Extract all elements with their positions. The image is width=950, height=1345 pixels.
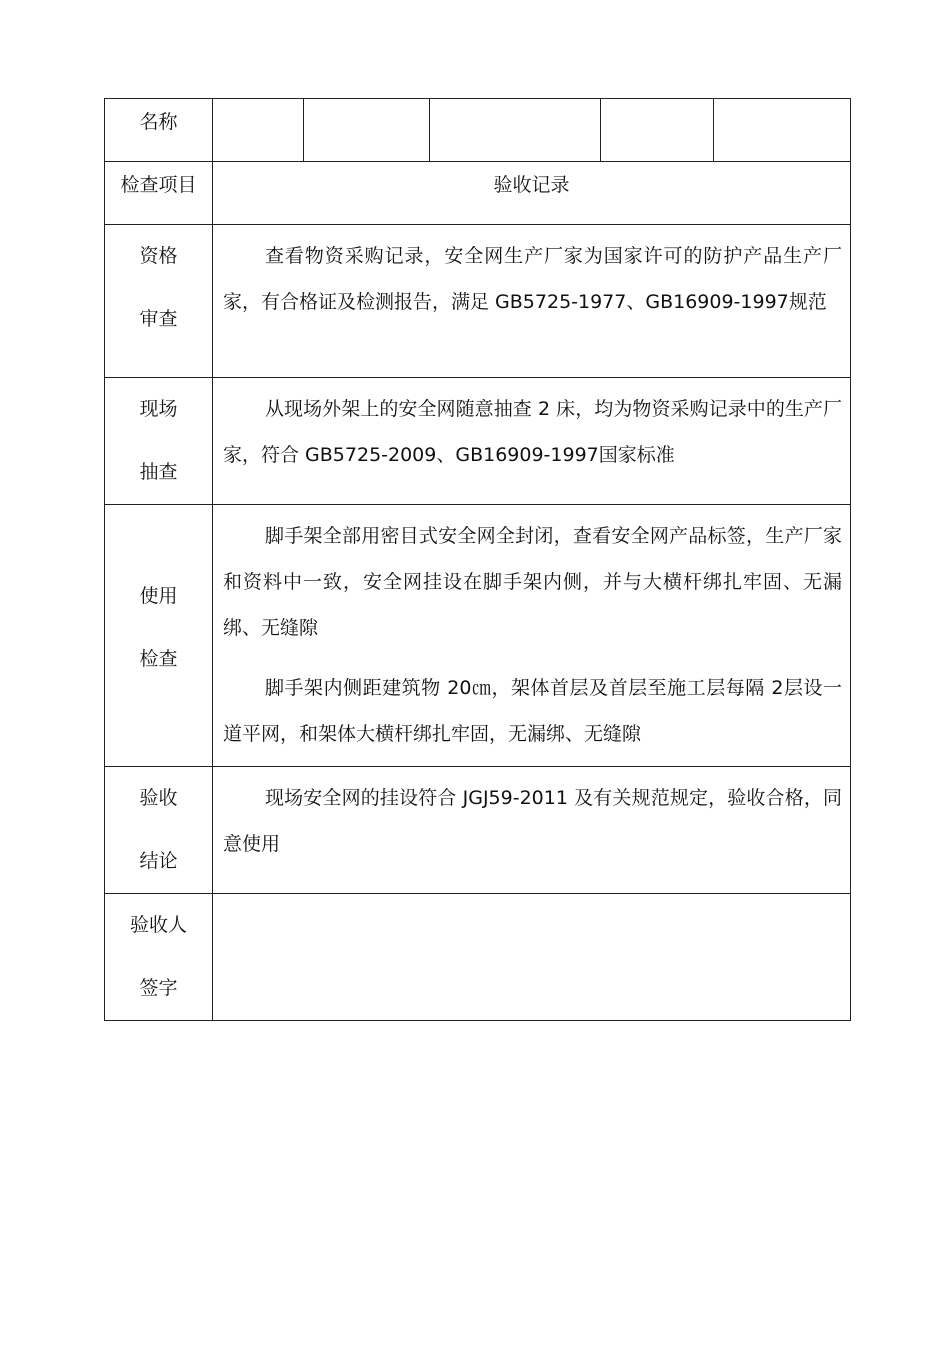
qualification-review-content (213, 225, 851, 378)
conclusion-label: 验收 结论 (105, 767, 213, 894)
spot-check-text: 从现场外架上的安全网随意抽查 2 床，均为物资采购记录中的生产厂家，符合 GB5725-2009、GB16909-1997国家标准 (223, 398, 842, 466)
name-value-cell-4[interactable] (601, 99, 714, 162)
conclusion-row (105, 767, 851, 894)
name-value-cell-1[interactable] (213, 99, 304, 162)
usage-inspection-text-2: 脚手架内侧距建筑物 20㎝，架体首层及首层至施工层每隔 2层设一道平网，和架体大横杆绑扎牢固，无漏绑、无缝隙 (223, 677, 842, 745)
conclusion-content (213, 767, 851, 894)
spot-check-label: 现场 抽查 (105, 378, 213, 505)
signature-label: 验收人 签字 (105, 894, 213, 1021)
usage-inspection-label: 使用 检查 (105, 505, 213, 767)
signature-row (105, 894, 851, 1021)
qualification-review-text: 查看物资采购记录，安全网生产厂家为国家许可的防护产品生产厂家，有合格证及检测报告，满足 GB5725-1977、GB16909-1997规范 (223, 245, 842, 313)
usage-inspection-text-1: 脚手架全部用密目式安全网全封闭，查看安全网产品标签，生产厂家和资料中一致，安全网挂设在脚手架内侧，并与大横杆绑扎牢固、无漏绑、无缝隙 (223, 525, 842, 639)
name-value-cell-5[interactable] (714, 99, 851, 162)
conclusion-text: 现场安全网的挂设符合 JGJ59-2011 及有关规范规定，验收合格，同意使用 (223, 787, 842, 855)
usage-inspection-content (213, 505, 851, 767)
spot-check-content (213, 378, 851, 505)
spot-check-row (105, 378, 851, 505)
check-item-label: 检查项目 (105, 162, 213, 225)
name-value-cell-2[interactable] (304, 99, 430, 162)
name-row (105, 99, 851, 162)
signature-field[interactable] (213, 894, 851, 1021)
check-item-row (105, 162, 851, 225)
name-value-cell-3[interactable] (430, 99, 601, 162)
qualification-review-label: 资格 审查 (105, 225, 213, 378)
acceptance-record-table (104, 98, 851, 1021)
usage-inspection-row (105, 505, 851, 767)
name-label: 名称 (105, 99, 213, 162)
qualification-review-row (105, 225, 851, 378)
record-header: 验收记录 (213, 162, 851, 225)
